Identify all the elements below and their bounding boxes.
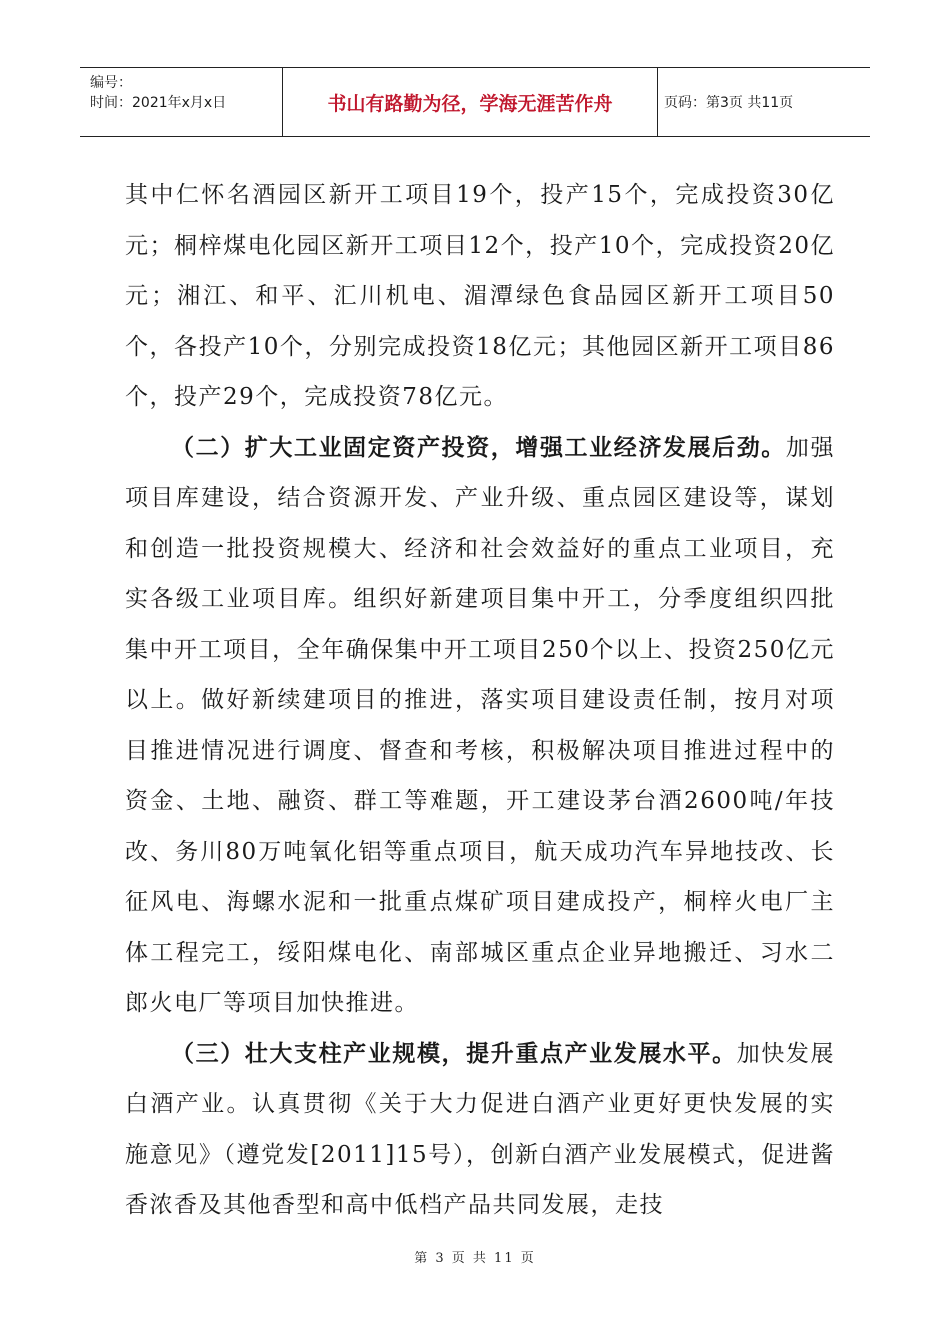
document-time: 时间：2021年x月x日	[90, 95, 227, 111]
section-heading-3: （三）壮大支柱产业规模，提升重点产业发展水平。	[171, 1040, 737, 1067]
header-table	[80, 67, 870, 137]
paragraph-3	[125, 1029, 835, 1231]
header-meta-cell	[80, 68, 283, 136]
paragraph-1: 其中仁怀名酒园区新开工项目19个，投产15个，完成投资30亿元；桐梓煤电化园区新开工项目12个，投产10个，完成投资20亿元；湘江、和平、汇川机电、湄潭绿色食品园区新开工项目50个，各投产10个，分别完成投资18亿元；其他园区新开工项目86个，投产29个，完成投资78亿元。	[125, 182, 835, 410]
section-heading-2: （二）扩大工业固定资产投资，增强工业经济发展后劲。	[171, 434, 786, 461]
document-number: 编号：	[90, 75, 132, 91]
header-motto: 书山有路勤为径，学海无涯苦作舟	[283, 68, 658, 136]
page-footer: 第 3 页 共 11 页	[414, 1251, 536, 1266]
paragraph-2	[125, 423, 835, 1029]
document-body	[125, 170, 835, 1231]
header-page-number: 页码：第3页 共11页	[664, 95, 794, 111]
paragraph-2-text: 加强项目库建设，结合资源开发、产业升级、重点园区建设等，谋划和创造一批投资规模大、经济和社会效益好的重点工业项目，充实各级工业项目库。组织好新建项目集中开工，分季度组织四批集中开工项目，全年确保集中开工项目250个以上、投资250亿元以上。做好新续建项目的推进，落实项目建设责任制，按月对项目推进情况进行调度、督查和考核，积极解决项目推进过程中的资金、土地、融资、群工等难题，开工建设茅台酒2600吨/年技改、务川80万吨氧化铝等重点项目，航天成功汽车异地技改、长征风电、海螺水泥和一批重点煤矿项目建成投产，桐梓火电厂主体工程完工，绥阳煤电化、南部城区重点企业异地搬迁、习水二郎火电厂等项目加快推进。	[125, 434, 836, 1016]
paragraph-3-text: 加快发展白酒产业。认真贯彻《关于大力促进白酒产业更好更快发展的实施意见》（遵党发[2011]15号），创新白酒产业发展模式，促进酱香浓香及其他香型和高中低档产品共同发展，走技	[125, 1040, 836, 1218]
